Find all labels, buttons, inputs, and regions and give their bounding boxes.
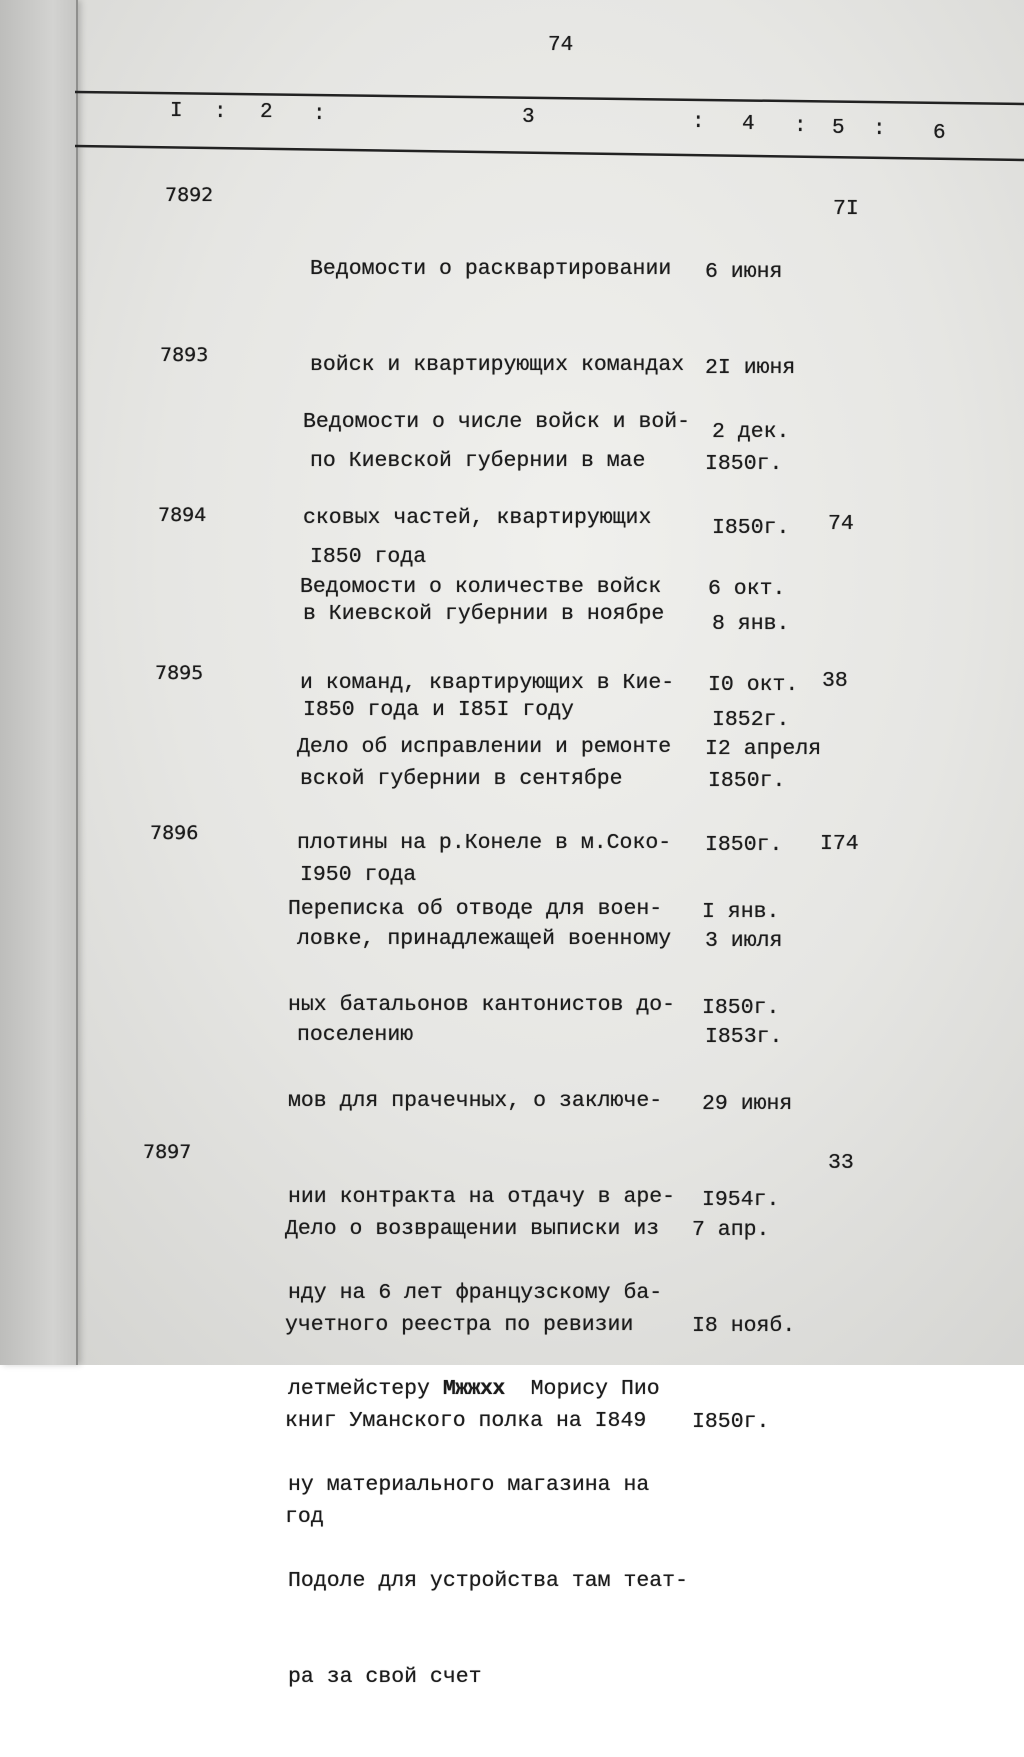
description-line: I950 года [300, 863, 417, 887]
entry-sheets: 7I [833, 197, 859, 221]
description-line: учетного реестра по ревизии [285, 1313, 634, 1337]
description-line: Ведомости о расквартировании [310, 257, 672, 281]
description-line: I850 года и I85I году [303, 698, 574, 722]
description-line: Дело о возвращении выписки из [285, 1217, 660, 1241]
date-line: 6 окт. [708, 577, 786, 601]
description-line: Дело об исправлении и ремонте [297, 735, 672, 759]
date-line: I850г. [692, 1410, 770, 1434]
description-line: Подоле для устройства там теат- [288, 1569, 688, 1593]
header-col-3: 3 [522, 106, 535, 129]
date-line: 6 июня [705, 260, 783, 284]
description-text: Морису Пио [504, 1377, 660, 1401]
date-line: 7 апр. [692, 1218, 770, 1242]
description-line: ну материального магазина на [288, 1473, 650, 1497]
description-line: плотины на р.Конеле в м.Соко- [297, 831, 672, 855]
entry-description [285, 1149, 659, 1597]
entry-dates [692, 1150, 795, 1502]
header-separator: : [873, 118, 886, 141]
header-col-2: 2 [260, 101, 273, 124]
date-line: I янв. [702, 900, 780, 924]
header-col-4: 4 [742, 113, 755, 136]
header-col-6: 6 [933, 122, 946, 145]
description-line: войск и квартирующих командах [310, 353, 685, 377]
description-line: мов для прачечных, о заключе- [288, 1089, 663, 1113]
description-line: I850 года [310, 545, 427, 569]
description-line: ловке, принадлежащей военному [297, 927, 672, 951]
date-line: I852г. [712, 708, 790, 732]
description-line: сковых частей, квартирующих [303, 506, 652, 530]
header-separator: : [214, 101, 227, 124]
date-line: I850г. [712, 516, 790, 540]
date-line: I2 апреля [705, 737, 822, 761]
description-line: ра за свой счет [288, 1665, 482, 1689]
header-separator: : [313, 103, 326, 126]
description-line: год [285, 1505, 324, 1529]
entry-sheets: I74 [820, 832, 859, 856]
entry-number: 7897 [143, 1141, 192, 1163]
date-line: I8 нояб. [692, 1314, 796, 1338]
header-separator: : [794, 115, 807, 138]
date-line: 2I июня [705, 356, 796, 380]
description-line: нии контракта на отдачу в аре- [288, 1185, 676, 1209]
entry-number: 7892 [165, 184, 214, 206]
entry-number: 7895 [155, 662, 204, 684]
entry-sheets: 33 [828, 1151, 854, 1175]
date-line: I850г. [705, 833, 783, 857]
date-line: I954г. [702, 1188, 780, 1212]
description-line: Ведомости о числе войск и вой- [303, 410, 691, 434]
entry-number: 7893 [160, 344, 209, 366]
description-line: и команд, квартирующих в Кие- [300, 671, 675, 695]
struck-out-word: Мжжхх [442, 1377, 505, 1401]
description-line: Переписка об отводе для воен- [288, 897, 663, 921]
date-line: I0 окт. [708, 673, 799, 697]
description-text: летмейстеру [288, 1377, 443, 1401]
entry-sheets: 38 [822, 669, 848, 693]
description-line: книг Уманского полка на I849 [285, 1409, 647, 1433]
description-line: в Киевской губернии в ноябре [303, 602, 665, 626]
date-line: 29 июня [702, 1092, 793, 1116]
header-bottom-rule [75, 146, 1024, 160]
entry-number: 7894 [158, 504, 207, 526]
description-line: нду на 6 лет французскому ба- [288, 1281, 663, 1305]
header-separator: : [692, 111, 705, 134]
description-line: поселению [297, 1023, 414, 1047]
description-line: по Киевской губернии в мае [310, 449, 646, 473]
page-number: 74 [548, 34, 574, 57]
description-line: ных батальонов кантонистов до- [288, 993, 676, 1017]
entry-number: 7896 [150, 822, 199, 844]
date-line: 8 янв. [712, 612, 790, 636]
date-line: I853г. [705, 1025, 783, 1049]
date-line: I850г. [702, 996, 780, 1020]
header-col-1: I [170, 100, 183, 123]
description-line: Ведомости о количестве войск [300, 575, 662, 599]
entry-sheets: 74 [828, 512, 854, 536]
header-col-5: 5 [832, 117, 845, 140]
date-line: 3 июля [705, 929, 783, 953]
date-line: 2 дек. [712, 420, 790, 444]
date-line: I850г. [705, 452, 783, 476]
date-line: I850г. [708, 769, 786, 793]
description-line: вской губернии в сентябре [300, 767, 623, 791]
